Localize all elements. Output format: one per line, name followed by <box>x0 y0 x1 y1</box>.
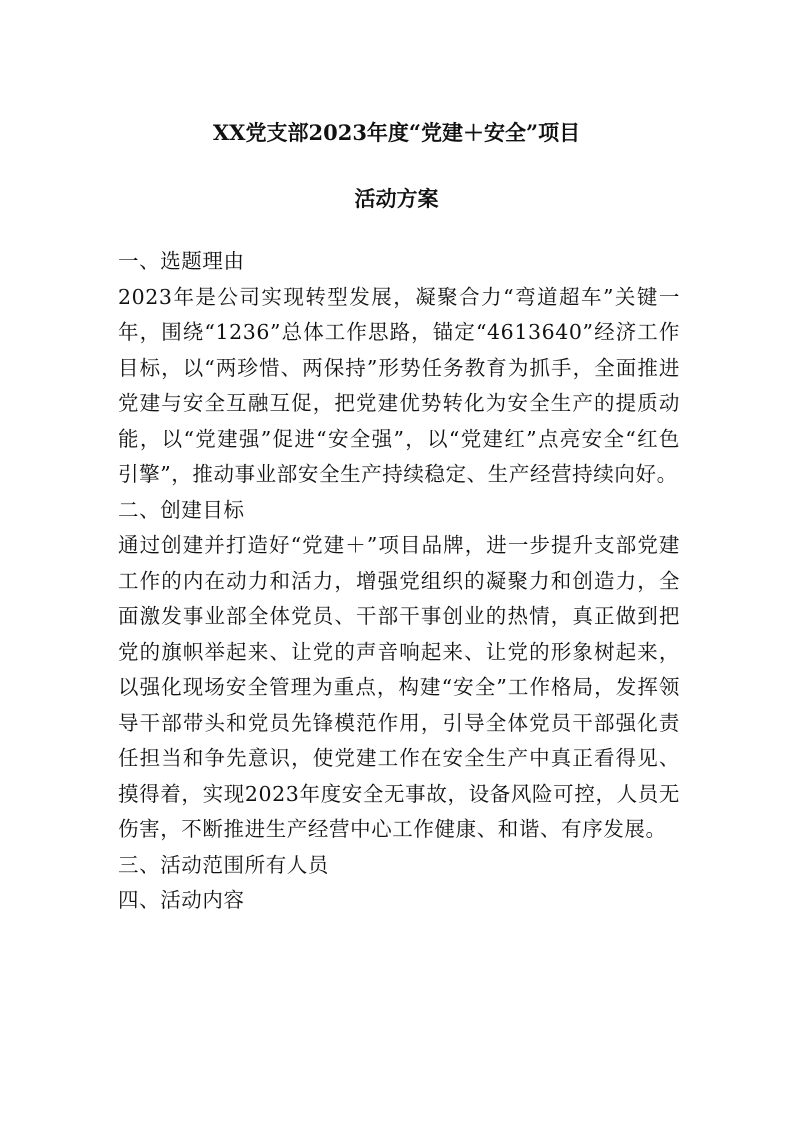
document-body <box>118 244 680 919</box>
paragraph-reason: 2023年是公司实现转型发展，凝聚合力“弯道超车”关键一年，围绕“1236”总体工作思路，锚定“4613640”经济工作目标，以“两珍惜、两保持”形势任务教育为抓手，全面推进党建与安全互融互促，把党建优势转化为安全生产的提质动能，以“党建强”促进“安全强”，以“党建红”点亮安全“红色引擎”，推动事业部安全生产持续稳定、生产经营持续向好。 <box>118 284 680 486</box>
section-heading-reason: 一、选题理由 <box>118 249 245 273</box>
document-title: XX党支部2023年度“党建＋安全”项目 <box>212 120 581 145</box>
document-subtitle: 活动方案 <box>354 186 439 211</box>
section-heading-content: 四、活动内容 <box>118 888 245 912</box>
section-heading-goal: 二、创建目标 <box>118 497 245 522</box>
paragraph-goal: 通过创建并打造好“党建＋”项目品牌，进一步提升支部党建工作的内在动力和活力，增强党组织的凝聚力和创造力，全面激发事业部全体党员、干部干事创业的热情，真正做到把党的旗帜举起来、让党的声音响起来、让党的形象树起来，以强化现场安全管理为重点，构建“安全”工作格局，发挥领导干部带头和党员先锋模范作用，引导全体党员干部强化责任担当和争先意识，使党建工作在安全生产中真正看得见、摸得着，实现2023年度安全无事故，设备风险可控，人员无伤害，不断推进生产经营中心工作健康、和谐、有序发展。 <box>118 533 680 841</box>
section-heading-scope: 三、活动范围所有人员 <box>118 852 329 877</box>
